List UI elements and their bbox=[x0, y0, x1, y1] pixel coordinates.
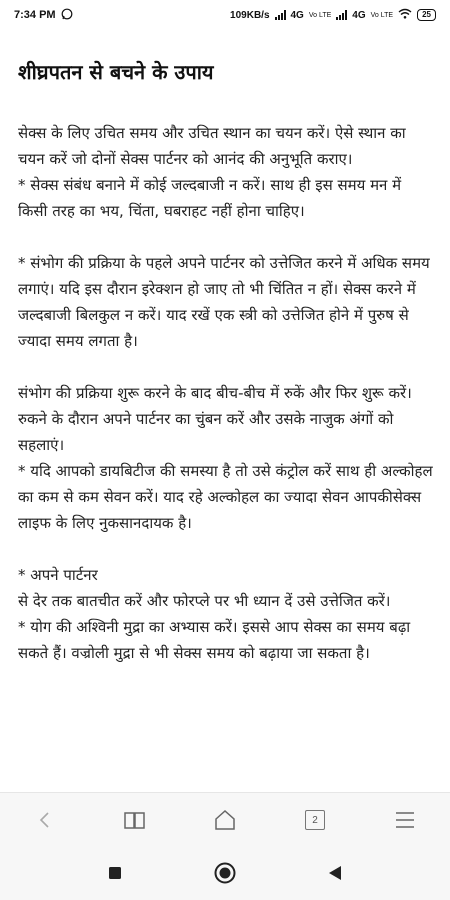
recents-button[interactable] bbox=[100, 858, 130, 888]
home-button[interactable] bbox=[205, 800, 245, 840]
network-speed: 109KB/s bbox=[230, 9, 270, 21]
tabs-button[interactable] bbox=[295, 800, 335, 840]
back-triangle-icon bbox=[328, 865, 342, 881]
system-nav-bar bbox=[0, 846, 450, 900]
signal-icon-2 bbox=[336, 10, 347, 20]
home-icon bbox=[213, 809, 237, 831]
article-paragraph-4: * अपने पार्टनर से देर तक बातचीत करें और फोरप्ले पर भी ध्यान दें उसे उत्तेजित करें। * योग की अश्विनी मुद्रा का अभ्यास करें। इससे आप सेक्स का समय बढ़ा सकते हैं। वज्रोली मुद्रा से भी सेक्स समय को बढ़ाया जा सकता है। bbox=[18, 566, 411, 662]
signal-1-label: 4G bbox=[290, 9, 304, 21]
signal-icon bbox=[275, 10, 286, 20]
signal-2-label: 4G bbox=[352, 9, 366, 21]
battery-indicator: 25 bbox=[417, 9, 436, 21]
article-title: शीघ्रपतन से बचने के उपाय bbox=[18, 60, 214, 84]
volte-label-2: Vo LTE bbox=[370, 11, 394, 19]
system-back-button[interactable] bbox=[320, 858, 350, 888]
volte-label: Vo LTE bbox=[308, 11, 332, 19]
menu-icon bbox=[395, 811, 415, 829]
back-button[interactable] bbox=[25, 800, 65, 840]
tabs-icon: 2 bbox=[305, 810, 325, 830]
whatsapp-icon bbox=[61, 8, 73, 23]
bookmarks-icon bbox=[123, 810, 147, 830]
system-home-button[interactable] bbox=[210, 858, 240, 888]
clock: 7:34 PM bbox=[14, 9, 56, 21]
article-paragraph-3: संभोग की प्रक्रिया शुरू करने के बाद बीच-बीच में रुकें और फिर शुरू करें। रुकने के दौरान अपने पार्टनर का चुंबन करें और उसके नाजुक अंगों को सहलाएं। * यदि आपको डायबिटीज की समस्या है तो उसे कंट्रोल करें साथ ही अल्कोहल का कम से कम सेवन करें। याद रहे अल्कोहल का ज्यादा सेवन आपकीसेक्स लाइफ के लिए नुकसानदायक है। bbox=[18, 384, 433, 532]
wifi-icon bbox=[398, 8, 412, 22]
status-left bbox=[14, 8, 73, 23]
status-bar bbox=[0, 0, 450, 30]
home-circle-icon bbox=[214, 862, 236, 884]
browser-toolbar bbox=[0, 792, 450, 847]
article-paragraph-2: * संभोग की प्रक्रिया के पहले अपने पार्टनर को उत्तेजित करने में अधिक समय लगाएं। यदि इस दौरान इरेक्शन हो जाए तो भी चिंतित न हों। सेक्स करने में जल्दबाजी बिलकुल न करें। याद रखें एक स्त्री को उत्तेजित होने में पुरुष से ज्यादा समय लगता है। bbox=[18, 254, 435, 350]
back-icon bbox=[35, 810, 55, 830]
recents-square-icon bbox=[108, 866, 122, 880]
bookmarks-button[interactable] bbox=[115, 800, 155, 840]
article-content bbox=[0, 30, 450, 792]
article-paragraph-1: सेक्स के लिए उचित समय और उचित स्थान का चयन करें। ऐसे स्थान का चयन करें जो दोनों सेक्स पार्टनर को आनंद की अनुभूति कराए। * सेक्स संबंध बनाने में कोई जल्दबाजी न करें। साथ ही इस समय मन में किसी तरह का भय, चिंता, घबराहट नहीं होना चाहिए। bbox=[18, 124, 406, 220]
menu-button[interactable] bbox=[385, 800, 425, 840]
status-right bbox=[230, 8, 436, 22]
